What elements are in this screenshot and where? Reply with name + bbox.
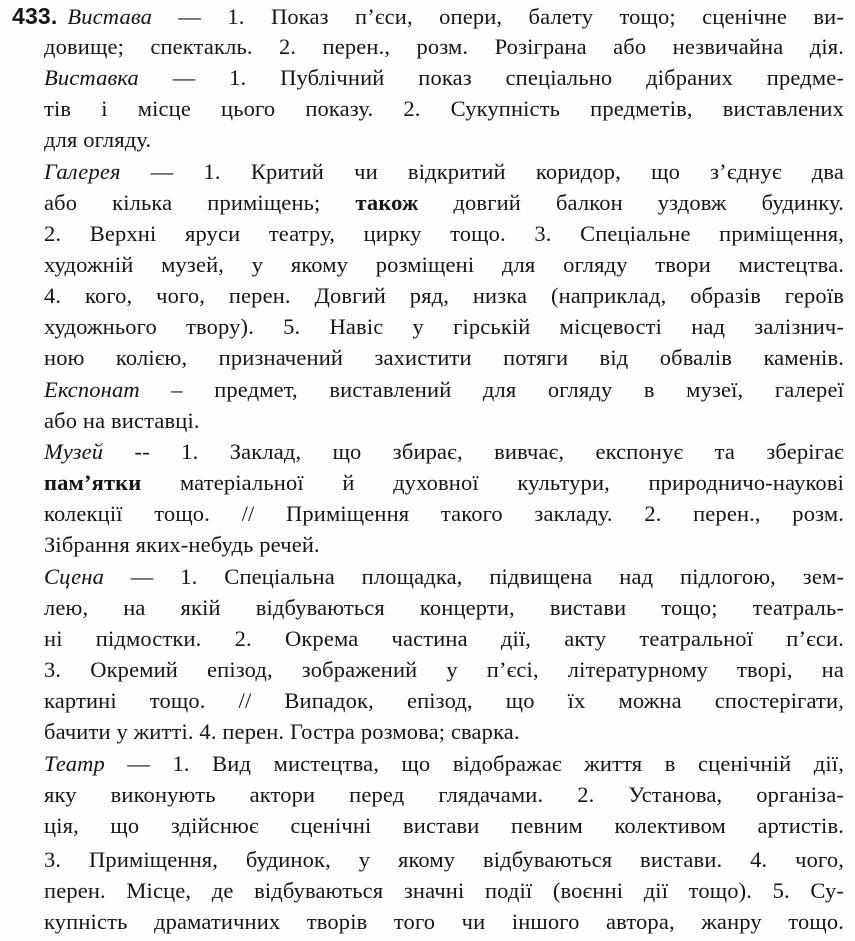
line-9 [44, 250, 844, 280]
definition-text: ною колією, призначений захистити потяги від обвалів каменів. [44, 345, 844, 370]
definition-text: яку виконують актори перед глядачами. 2. Установа, організа- [44, 782, 844, 807]
line-24 [44, 717, 844, 747]
exercise-number: 433. [12, 3, 58, 29]
definition-text: довище; спектакль. 2. перен., розм. Розіграна або незвичайна дія. [44, 34, 844, 59]
definition-text: тів і місце цього показу. 2. Сукупність предметів, виставлених [44, 96, 844, 121]
definition-text: лею, на якій відбуваються концерти, вистави тощо; театраль- [44, 595, 844, 620]
term-vystava: Вистава [67, 4, 153, 29]
line-21 [44, 624, 844, 654]
definition-text: художній музей, у якому розміщені для огляду твори мистецтва. [44, 252, 844, 277]
definition-text: — 1. Критий чи відкритий коридор, що з’єднує два [120, 159, 844, 184]
definition-text: 2. Верхні яруси театру, цирку тощо. 3. Спеціальне приміщення, [44, 221, 844, 246]
definition-text: художнього твору). 5. Навіс у гірській місцевості над залізнич- [44, 314, 844, 339]
line-14 [44, 406, 844, 436]
line-1 [12, 1, 844, 31]
line-23 [44, 686, 844, 716]
line-19 [44, 562, 844, 592]
term-muzei: Музей [44, 439, 104, 464]
definition-text: 4. кого, чого, перен. Довгий ряд, низка (наприклад, образів героїв [44, 283, 844, 308]
line-3 [44, 63, 844, 93]
term-teatr: Театр [44, 751, 105, 776]
line-15 [44, 437, 844, 467]
line-12 [44, 343, 844, 373]
line-30 [44, 907, 844, 937]
term-vystavka: Виставка [44, 65, 139, 90]
line-18 [44, 530, 844, 560]
definition-text: для огляду. [44, 127, 152, 152]
line-20 [44, 593, 844, 623]
line-8 [44, 219, 844, 249]
definition-text: купність драматичних творів того чи іншого автора, жанру тощо. [44, 909, 844, 934]
term-halereia: Галерея [44, 159, 121, 184]
definition-text: — 1. Вид мистецтва, що відображає життя в сценічній дії, [104, 751, 844, 776]
definition-text: або на виставці. [44, 408, 200, 433]
definition-text: -- 1. Заклад, що збирає, вивчає, експонує та зберігає [103, 439, 844, 464]
line-4 [44, 94, 844, 124]
definition-text: перен. Місце, де відбуваються значні події (воєнні дії тощо). 5. Су- [44, 878, 844, 903]
definition-text: довгий балкон уздовж будинку. [418, 190, 844, 215]
definition-text: колекції тощо. // Приміщення такого закладу. 2. перен., розм. [44, 501, 844, 526]
definition-text: – предмет, виставлений для огляду в музеї, галереї [139, 377, 844, 402]
definition-text: — 1. Спеціальна площадка, підвищена над підлогою, зем- [103, 564, 844, 589]
line-13 [44, 375, 844, 405]
line-7 [44, 188, 844, 218]
line-22 [44, 655, 844, 685]
line-16 [44, 468, 844, 498]
definition-text: 3. Окремий епізод, зображений у п’єсі, літературному творі, на [44, 657, 844, 682]
definition-text: — 1. Публічний показ спеціально дібраних предме- [138, 65, 844, 90]
term-stsena: Сцена [44, 564, 104, 589]
definition-text: — 1. Показ п’єси, опери, балету тощо; сценічне ви- [152, 4, 844, 29]
definition-text: матеріальної й духовної культури, природничо-наукові [141, 470, 844, 495]
definition-text: ція, що здійснює сценічні вистави певним колективом артистів. [44, 813, 844, 838]
definition-text: Зібрання яких-небудь речей. [44, 532, 320, 557]
definition-bold-text: пам’ятки [44, 470, 142, 495]
definition-text: бачити у житті. 4. перен. Гостра розмова; сварка. [44, 719, 520, 744]
term-eksponat: Експонат [44, 377, 140, 402]
line-26 [44, 780, 844, 810]
line-11 [44, 312, 844, 342]
line-28 [44, 845, 844, 875]
definition-text: картині тощо. // Випадок, епізод, що їх можна спостерігати, [44, 688, 844, 713]
line-2 [44, 32, 844, 62]
definition-text: ні підмостки. 2. Окрема частина дії, акту театральної п’єси. [44, 626, 844, 651]
line-17 [44, 499, 844, 529]
line-10 [44, 281, 844, 311]
definition-bold-text: також [355, 190, 419, 215]
definition-text: або кілька приміщень; [44, 190, 356, 215]
line-25 [44, 749, 844, 779]
definition-text: 3. Приміщення, будинок, у якому відбуваються вистави. 4. чого, [44, 847, 844, 872]
line-27 [44, 811, 844, 841]
line-6 [44, 157, 844, 187]
line-5 [44, 125, 844, 155]
line-29 [44, 876, 844, 906]
